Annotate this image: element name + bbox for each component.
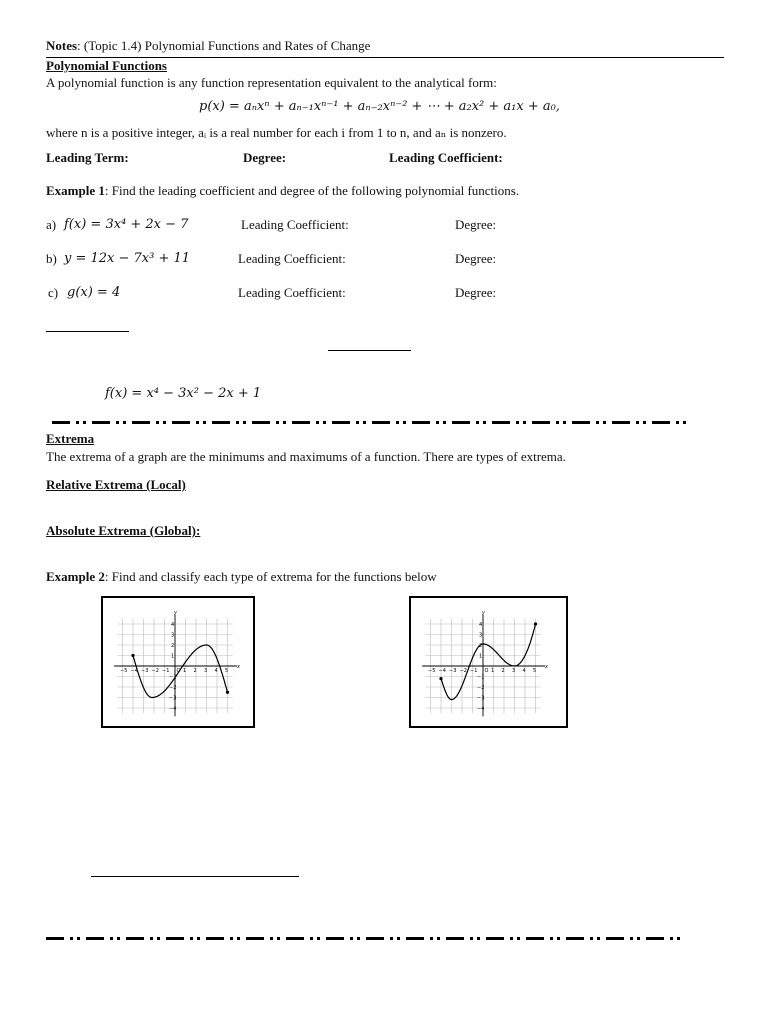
leading-term-label: Leading Term: xyxy=(46,150,129,165)
example-function: f(x) = x⁴ − 3x² − 2x + 1 xyxy=(105,386,262,401)
example1-item-c-tag: c) xyxy=(48,285,59,300)
y-tick-label: −3 xyxy=(477,695,485,702)
poly-formula: p(x) = aₙxⁿ + aₙ₋₁xⁿ⁻¹ + aₙ₋₂xⁿ⁻² + ⋯ + a₂x² + a₁x + a₀, xyxy=(199,99,560,114)
example2-text: : Find and classify each type of extrema for the functions below xyxy=(104,569,437,584)
x-tick-label: −3 xyxy=(141,668,149,674)
section-heading-polynomial: Polynomial Functions xyxy=(46,58,167,73)
graph-2-frame xyxy=(409,596,568,728)
y-tick-label: −1 xyxy=(477,674,485,681)
y-tick-label: 1 xyxy=(479,653,483,660)
notes-label: Notes xyxy=(46,38,78,53)
x-tick-label: −5 xyxy=(120,668,128,674)
poly-where-line: where n is a positive integer, aᵢ is a real number for each i from 1 to n, and aₙ is nonzero. xyxy=(46,125,507,140)
y-tick-label: 2 xyxy=(479,643,483,649)
x-tick-label: 4 xyxy=(214,668,218,674)
example1-item-a-tag: a) xyxy=(46,217,57,232)
x-axis-label: x xyxy=(236,664,240,670)
x-tick-label: 2 xyxy=(501,668,505,674)
example2-label: Example 2 xyxy=(46,569,105,584)
degree-label: Degree: xyxy=(243,150,287,165)
graph-2 xyxy=(411,598,566,726)
x-tick-label: 5 xyxy=(533,668,537,674)
section-heading-extrema: Extrema xyxy=(46,431,95,446)
section-divider-2 xyxy=(46,937,680,940)
x-tick-label: −1 xyxy=(162,668,170,674)
x-tick-label: −4 xyxy=(438,668,446,674)
x-tick-label: −2 xyxy=(151,668,159,674)
x-tick-label: 5 xyxy=(225,668,229,674)
y-tick-label: 1 xyxy=(171,653,175,660)
x-tick-label: −1 xyxy=(470,668,478,674)
example1-item-c-deg: Degree: xyxy=(455,285,497,300)
endpoint-dot xyxy=(226,691,229,694)
y-tick-label: −2 xyxy=(477,685,485,691)
y-tick-label: −3 xyxy=(169,695,177,702)
origin-label: O xyxy=(176,668,181,674)
y-tick-label: −4 xyxy=(169,706,177,712)
x-tick-label: 2 xyxy=(193,668,197,674)
example1-item-a-deg: Degree: xyxy=(455,217,497,232)
topic-title: : (Topic 1.4) Polynomial Functions and Rates of Change xyxy=(77,38,371,53)
example1-label: Example 1 xyxy=(46,183,105,198)
leading-coef-label: Leading Coefficient: xyxy=(389,150,503,165)
example1-item-c-expr: g(x) = 4 xyxy=(67,285,121,300)
x-tick-label: −4 xyxy=(130,668,138,674)
example1-item-a-lc: Leading Coefficient: xyxy=(241,217,349,232)
graph-1-frame xyxy=(101,596,255,728)
y-tick-label: −2 xyxy=(169,685,177,691)
example1-item-a-expr: f(x) = 3x⁴ + 2x − 7 xyxy=(64,217,189,232)
section-divider-1 xyxy=(52,421,686,424)
endpoint-dot xyxy=(131,654,134,657)
x-tick-label: −3 xyxy=(449,668,457,674)
y-tick-label: −4 xyxy=(477,706,485,712)
page-header xyxy=(46,38,370,54)
graph-1 xyxy=(103,598,253,726)
poly-intro: A polynomial function is any function representation equivalent to the analytical form: xyxy=(46,75,497,90)
y-tick-label: 3 xyxy=(479,632,483,639)
origin-label: O xyxy=(484,668,489,674)
y-tick-label: −1 xyxy=(169,674,177,681)
x-tick-label: −2 xyxy=(459,668,467,674)
x-tick-label: 1 xyxy=(491,668,495,674)
x-tick-label: −5 xyxy=(428,668,436,674)
example2-prompt xyxy=(46,569,437,585)
x-tick-label: 3 xyxy=(204,668,208,674)
x-tick-label: 4 xyxy=(522,668,526,674)
example1-item-b-deg: Degree: xyxy=(455,251,497,266)
y-axis-label: y xyxy=(482,610,485,617)
example1-prompt xyxy=(46,183,519,199)
function-curve xyxy=(438,624,536,700)
example1-item-c-lc: Leading Coefficient: xyxy=(238,285,346,300)
blank-line-1 xyxy=(46,331,129,332)
example1-item-b-expr: y = 12x − 7x³ + 11 xyxy=(64,251,191,266)
y-tick-label: 4 xyxy=(171,622,175,628)
extrema-text: The extrema of a graph are the minimums and maximums of a function. There are types of extrema. xyxy=(46,449,566,464)
endpoint-dot xyxy=(439,677,442,680)
y-tick-label: 3 xyxy=(171,632,175,639)
relative-extrema-heading: Relative Extrema (Local) xyxy=(46,477,186,492)
example1-item-b-lc: Leading Coefficient: xyxy=(238,251,346,266)
blank-line-3 xyxy=(91,876,299,877)
y-tick-label: 2 xyxy=(171,643,175,649)
example1-text: : Find the leading coefficient and degree of the following polynomial functions. xyxy=(104,183,520,198)
y-tick-label: 4 xyxy=(479,622,483,628)
endpoint-dot xyxy=(534,622,537,625)
x-tick-label: 3 xyxy=(512,668,516,674)
y-axis-label: y xyxy=(174,610,177,617)
x-tick-label: 1 xyxy=(183,668,187,674)
example1-item-b-tag: b) xyxy=(46,251,57,266)
x-axis-label: x xyxy=(544,664,548,670)
blank-line-2 xyxy=(328,350,411,351)
absolute-extrema-heading: Absolute Extrema (Global): xyxy=(46,523,201,538)
